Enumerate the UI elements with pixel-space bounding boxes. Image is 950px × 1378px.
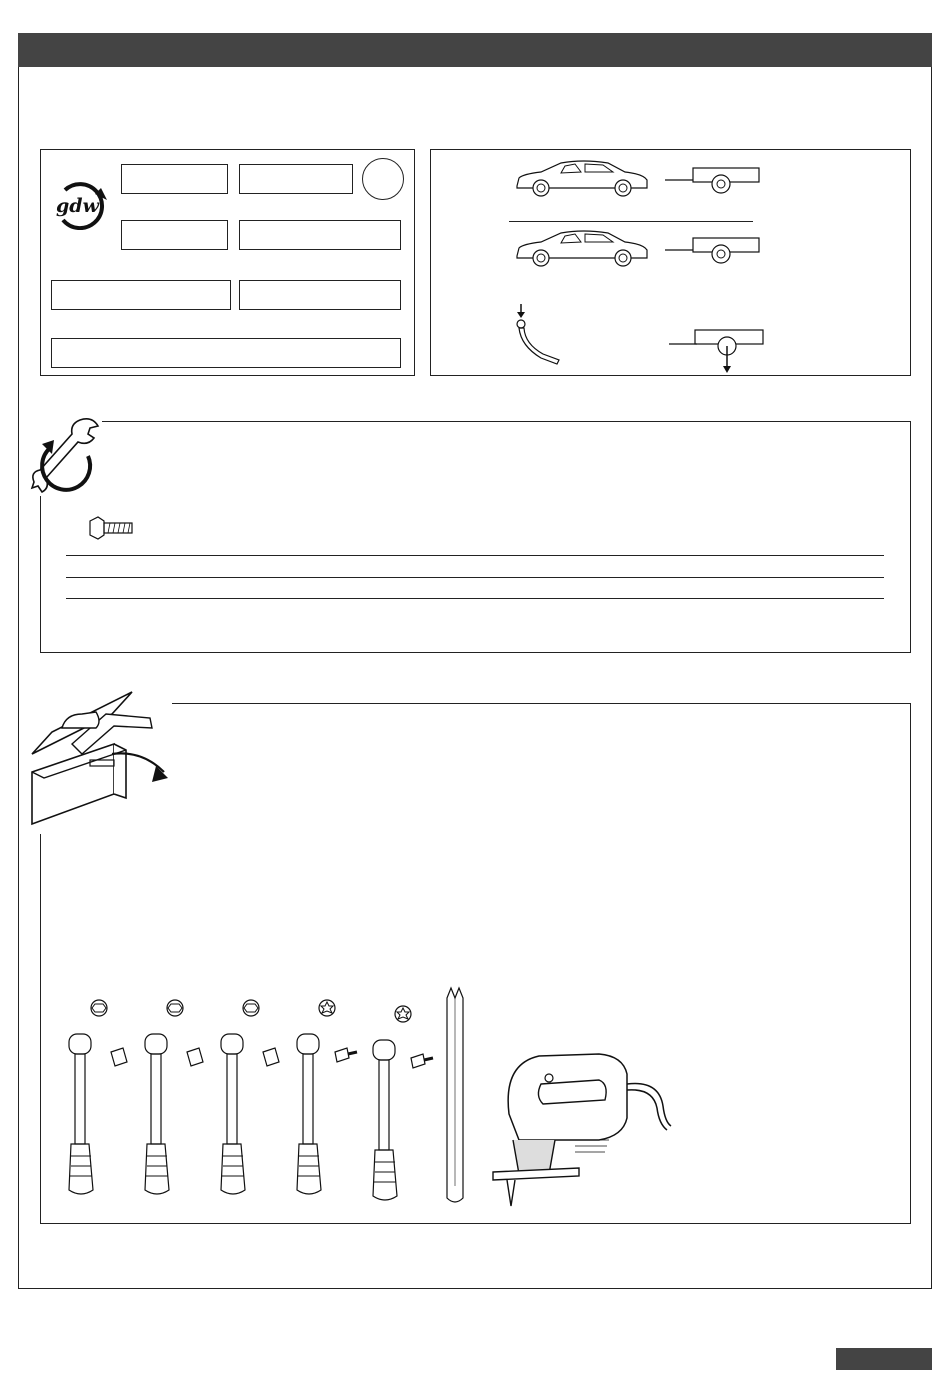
socket-wrench-3 [211, 994, 287, 1204]
id-field-1[interactable] [121, 164, 228, 194]
socket-wrench-1 [59, 994, 135, 1204]
identification-panel [40, 149, 415, 376]
toolbox-icon [22, 684, 172, 834]
trailer-load-illustration [667, 326, 767, 374]
approval-circle [362, 158, 404, 200]
torque-row-line-3 [66, 598, 884, 599]
divider-line [509, 221, 753, 222]
id-field-5[interactable] [51, 280, 231, 310]
car-illustration-top [513, 158, 653, 198]
trim-removal-tool [441, 986, 471, 1208]
socket-wrench-torx-1 [287, 994, 363, 1204]
svg-text:gdw: gdw [56, 195, 99, 217]
gdw-logo [51, 180, 113, 230]
car-illustration-bottom [513, 228, 653, 268]
wrench-torque-icon [28, 414, 102, 496]
trailer-illustration-bottom [663, 234, 763, 266]
id-field-4[interactable] [239, 220, 401, 250]
header-bar [18, 33, 932, 67]
jigsaw-illustration [489, 1044, 679, 1214]
tow-ball-illustration [511, 302, 571, 372]
id-field-2[interactable] [239, 164, 353, 194]
torque-panel [40, 421, 911, 653]
vehicle-panel [430, 149, 911, 376]
page-number-bar [836, 1348, 932, 1370]
id-field-6[interactable] [239, 280, 401, 310]
bolt-icon [86, 512, 136, 542]
id-field-7[interactable] [51, 338, 401, 368]
id-field-3[interactable] [121, 220, 228, 250]
socket-wrench-2 [135, 994, 211, 1204]
torque-row-line-2 [66, 577, 884, 578]
torque-row-line-1 [66, 555, 884, 556]
socket-wrench-torx-2 [363, 1000, 439, 1210]
trailer-illustration-top [663, 164, 763, 196]
